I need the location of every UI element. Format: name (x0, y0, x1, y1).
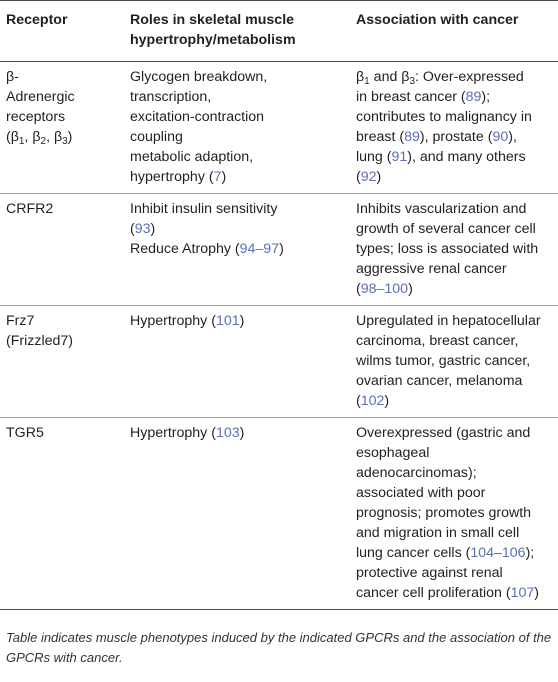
text: ) (221, 169, 227, 185)
cancer-line (356, 279, 552, 299)
cancer-line: types; loss is associated with (356, 241, 539, 257)
receptor-line: Frz7 (6, 313, 35, 329)
cell-roles (124, 306, 350, 418)
reference-link[interactable]: 103 (215, 425, 240, 441)
roles-line: Glycogen breakdown, (130, 69, 268, 85)
reference-link[interactable]: 102 (360, 393, 385, 409)
text: : Over-expressed (415, 69, 524, 85)
cancer-line (356, 391, 552, 411)
header-row (0, 1, 558, 62)
cell-cancer (350, 418, 558, 610)
cell-roles (124, 418, 350, 610)
text: Hypertrophy ( (130, 425, 216, 441)
cancer-line: ovarian cancer, melanoma (356, 373, 523, 389)
cancer-line: Upregulated in hepatocellular (356, 313, 541, 329)
text: Reduce Atrophy ( (130, 241, 240, 257)
roles-line (130, 219, 344, 239)
reference-link[interactable]: 92 (360, 169, 377, 185)
header-roles (124, 1, 350, 62)
table-caption: Table indicates muscle phenotypes induced by the indicated GPCRs and the association of the GPCRs with cancer. (6, 630, 552, 665)
cancer-line: aggressive renal cancer (356, 261, 507, 277)
text: ) (239, 313, 245, 329)
reference-link[interactable]: 91 (391, 149, 408, 165)
text: ) (384, 393, 390, 409)
reference-link[interactable]: 90 (492, 129, 509, 145)
cell-roles (124, 194, 350, 306)
text: and β (369, 69, 410, 85)
roles-line: metabolic adaption, (130, 149, 254, 165)
cancer-line: Inhibits vascularization and (356, 201, 527, 217)
cancer-line: wilms tumor, gastric cancer, (356, 353, 531, 369)
subscript: 3 (409, 76, 416, 87)
cancer-line: and migration in small cell (356, 525, 520, 541)
text: (β (6, 129, 19, 145)
cancer-line (356, 167, 552, 187)
subscript: 1 (364, 76, 370, 87)
roles-line (130, 311, 344, 331)
cell-roles (124, 62, 350, 194)
text: , β (46, 129, 63, 145)
text: ); (481, 89, 491, 105)
reference-link[interactable]: 7 (213, 169, 222, 185)
reference-link[interactable]: 101 (215, 313, 240, 329)
table-row (0, 418, 558, 610)
reference-link[interactable]: 93 (134, 221, 151, 237)
reference-link[interactable]: 94–97 (239, 241, 280, 257)
header-roles-line-1: Roles in skeletal muscle (130, 12, 295, 28)
subscript: 2 (40, 136, 47, 147)
text: ( (356, 169, 361, 185)
text: ( (130, 221, 135, 237)
cancer-line (356, 87, 552, 107)
table-row (0, 62, 558, 194)
cancer-line: contributes to malignancy in (356, 109, 532, 125)
header-cancer: Association with cancer (350, 1, 558, 62)
cell-receptor (0, 62, 124, 194)
cancer-line (356, 127, 552, 147)
table-header (0, 1, 558, 62)
cancer-line: protective against renal (356, 565, 503, 581)
roles-line: Inhibit insulin sensitivity (130, 201, 278, 217)
receptor-line: receptors (6, 109, 66, 125)
reference-link[interactable]: 89 (404, 129, 420, 145)
subscript: 3 (62, 136, 68, 147)
cancer-line: Overexpressed (gastric and (356, 425, 531, 441)
receptor-subtypes (6, 127, 118, 147)
text: β (356, 69, 365, 85)
text: ) (279, 241, 284, 257)
text: cancer cell proliferation ( (356, 585, 511, 601)
cancer-line (356, 583, 552, 603)
text: in breast cancer ( (356, 89, 466, 105)
roles-line: transcription, (130, 89, 212, 105)
table-row (0, 194, 558, 306)
text: ) (150, 221, 156, 237)
header-receptor: Receptor (0, 1, 124, 62)
text: lung ( (356, 149, 392, 165)
cell-cancer (350, 194, 558, 306)
header-roles-line-2: hypertrophy/metabolism (130, 32, 296, 48)
roles-line: excitation-contraction (130, 109, 265, 125)
cancer-line: growth of several cancer cell (356, 221, 536, 237)
text: ) (67, 129, 73, 145)
text: ) (408, 281, 413, 297)
text: ), prostate ( (419, 129, 493, 145)
text: hypertrophy ( (130, 169, 214, 185)
text: ) (534, 585, 539, 601)
text: ( (356, 281, 361, 297)
cancer-line (356, 147, 552, 167)
roles-line (130, 423, 344, 443)
cell-receptor: CRFR2 (0, 194, 124, 306)
text: ), (508, 129, 517, 145)
subscript: 1 (18, 136, 25, 147)
cell-cancer (350, 306, 558, 418)
cell-receptor: TGR5 (0, 418, 124, 610)
text: breast ( (356, 129, 405, 145)
cancer-line (356, 543, 552, 563)
reference-link[interactable]: 104–106 (470, 545, 526, 561)
text: ) (239, 425, 245, 441)
text: lung cancer cells ( (356, 545, 471, 561)
reference-link[interactable]: 98–100 (360, 281, 409, 297)
text: ) (376, 169, 382, 185)
cancer-line: associated with poor (356, 485, 486, 501)
cell-cancer (350, 62, 558, 194)
text: ), and many others (407, 149, 526, 165)
table-body (0, 62, 558, 610)
roles-line: coupling (130, 129, 183, 145)
cancer-line: adenocarcinomas); (356, 465, 477, 481)
cell-receptor (0, 306, 124, 418)
cancer-line: prognosis; promotes growth (356, 505, 532, 521)
text: ); (525, 545, 535, 561)
receptor-line: Adrenergic (6, 89, 75, 105)
roles-line (130, 167, 344, 187)
cancer-line: carcinoma, breast cancer, (356, 333, 519, 349)
cancer-line: esophageal (356, 445, 430, 461)
receptor-line: β- (6, 69, 19, 85)
roles-line (130, 239, 344, 259)
text: , β (24, 129, 41, 145)
text: Hypertrophy ( (130, 313, 216, 329)
cancer-line (356, 67, 552, 87)
text: ( (356, 393, 361, 409)
table-row (0, 306, 558, 418)
receptor-line: (Frizzled7) (6, 333, 74, 349)
reference-link[interactable]: 107 (510, 585, 535, 601)
reference-link[interactable]: 89 (465, 89, 482, 105)
